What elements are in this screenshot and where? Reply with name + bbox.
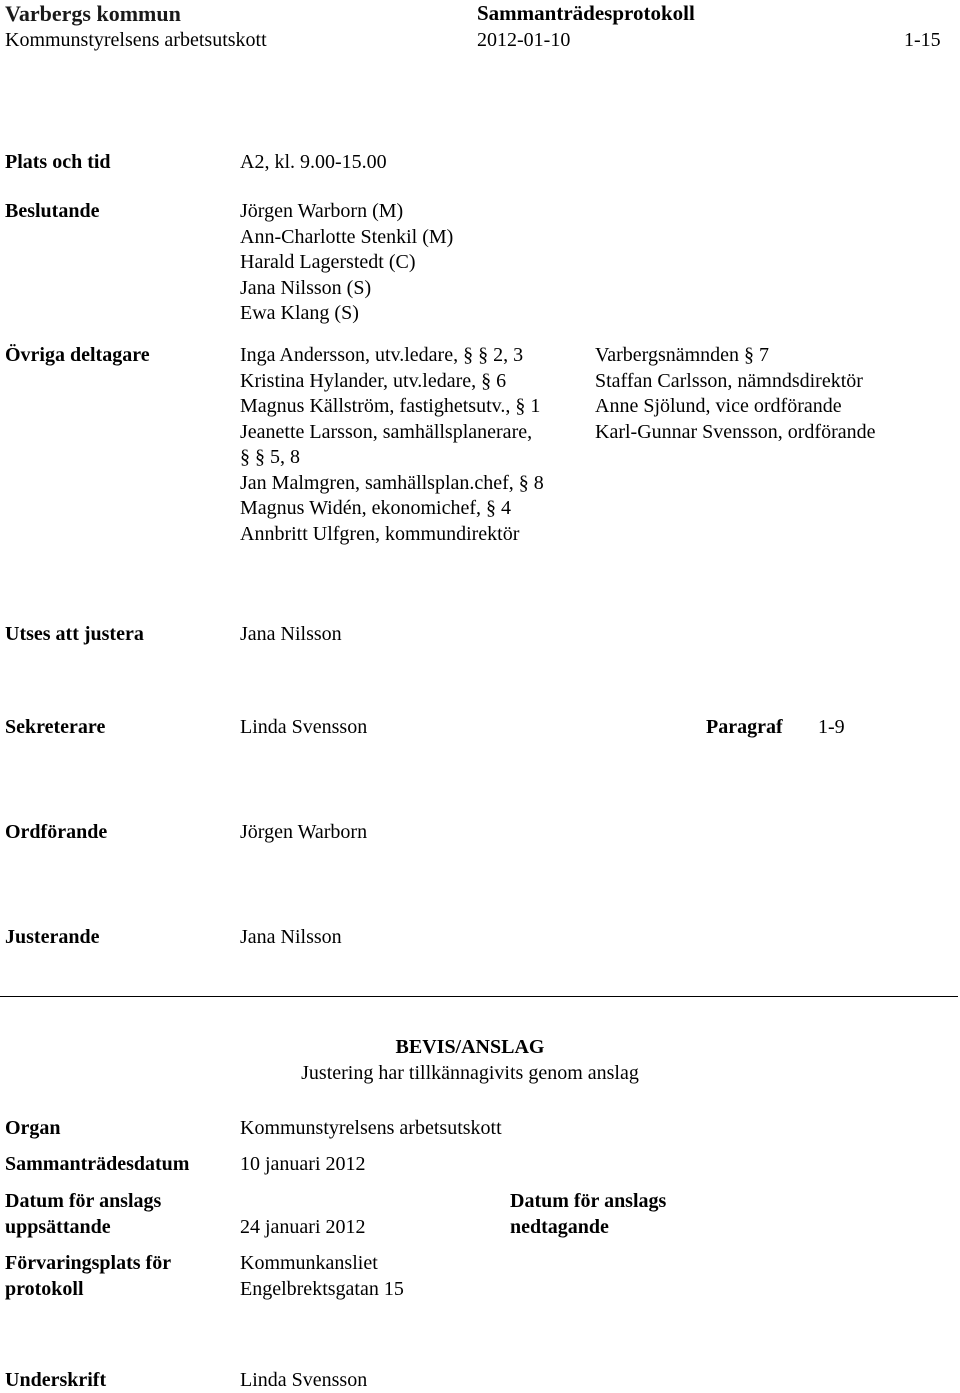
removed-date-label-line2: nedtagande xyxy=(510,1216,609,1238)
adjust-label: Utses att justera xyxy=(5,623,144,645)
participant-line: Jeanette Larsson, samhällsplanerare, xyxy=(240,420,533,443)
deciders-label: Beslutande xyxy=(5,200,100,222)
document-type: Sammanträdesprotokoll xyxy=(477,1,695,25)
adjuster-label: Justerande xyxy=(5,926,100,948)
notice-subtitle: Justering har tillkännagivits genom anslag xyxy=(301,1062,639,1084)
paragraph-label: Paragraf xyxy=(706,716,783,738)
adjust-value: Jana Nilsson xyxy=(240,623,342,645)
notice-title: BEVIS/ANSLAG xyxy=(395,1036,545,1058)
meeting-date-value: 10 januari 2012 xyxy=(240,1153,366,1175)
storage-address: Engelbrektsgatan 15 xyxy=(240,1278,404,1300)
deciders-list xyxy=(240,199,453,327)
decider-name: Jana Nilsson (S) xyxy=(240,276,372,299)
participant-line: Magnus Källström, fastighetsutv., § 1 xyxy=(240,395,541,417)
section-divider xyxy=(0,996,958,997)
participant-line: Annbritt Ulfgren, kommundirektör xyxy=(240,522,520,545)
meeting-date-label: Sammanträdesdatum xyxy=(5,1153,190,1175)
decider-name: Ewa Klang (S) xyxy=(240,302,359,324)
decider-name: Jörgen Warborn (M) xyxy=(240,200,404,222)
participant-line: Jan Malmgren, samhällsplan.chef, § 8 xyxy=(240,471,544,494)
paragraph-value: 1-9 xyxy=(818,716,845,738)
adjuster-value: Jana Nilsson xyxy=(240,926,342,948)
place-value: A2, kl. 9.00-15.00 xyxy=(240,151,387,173)
storage-label: Förvaringsplats för xyxy=(5,1252,172,1274)
participant-line: Inga Andersson, utv.ledare, § § 2, 3 xyxy=(240,344,524,366)
signature-value: Linda Svensson xyxy=(240,1369,368,1391)
place-label: Plats och tid xyxy=(5,151,111,173)
participant-line: Kristina Hylander, utv.ledare, § 6 xyxy=(240,369,507,392)
removed-date-label: Datum för anslags xyxy=(510,1190,667,1212)
organization-name: Varbergs kommun xyxy=(5,1,181,26)
posted-date-value: 24 januari 2012 xyxy=(240,1216,366,1238)
posted-date-label: Datum för anslags xyxy=(5,1190,162,1212)
meeting-date: 2012-01-10 xyxy=(477,29,571,51)
signature-label: Underskrift xyxy=(5,1369,107,1391)
secretary-value: Linda Svensson xyxy=(240,716,368,738)
participant-line: Anne Sjölund, vice ordförande xyxy=(595,395,842,417)
decider-name: Ann-Charlotte Stenkil (M) xyxy=(240,225,454,248)
participant-line: Staffan Carlsson, nämndsdirektör xyxy=(595,369,863,392)
other-participants-label: Övriga deltagare xyxy=(5,344,150,366)
page-range: 1-15 xyxy=(904,29,941,51)
participant-line: Varbergsnämnden § 7 xyxy=(595,344,770,366)
participant-line: Karl-Gunnar Svensson, ordförande xyxy=(595,420,876,443)
other-participants-left xyxy=(240,343,544,547)
chair-value: Jörgen Warborn xyxy=(240,821,368,843)
chair-label: Ordförande xyxy=(5,821,108,843)
storage-value: Kommunkansliet xyxy=(240,1252,378,1274)
decider-name: Harald Lagerstedt (C) xyxy=(240,251,416,273)
participant-line: § § 5, 8 xyxy=(240,446,300,468)
posted-date-label-line2: uppsättande xyxy=(5,1216,111,1238)
secretary-label: Sekreterare xyxy=(5,716,106,738)
participant-line: Magnus Widén, ekonomichef, § 4 xyxy=(240,497,511,519)
storage-label-line2: protokoll xyxy=(5,1278,84,1300)
organ-value: Kommunstyrelsens arbetsutskott xyxy=(240,1117,502,1139)
organ-label: Organ xyxy=(5,1117,61,1139)
committee-name: Kommunstyrelsens arbetsutskott xyxy=(5,29,267,51)
other-participants-right xyxy=(595,343,875,445)
